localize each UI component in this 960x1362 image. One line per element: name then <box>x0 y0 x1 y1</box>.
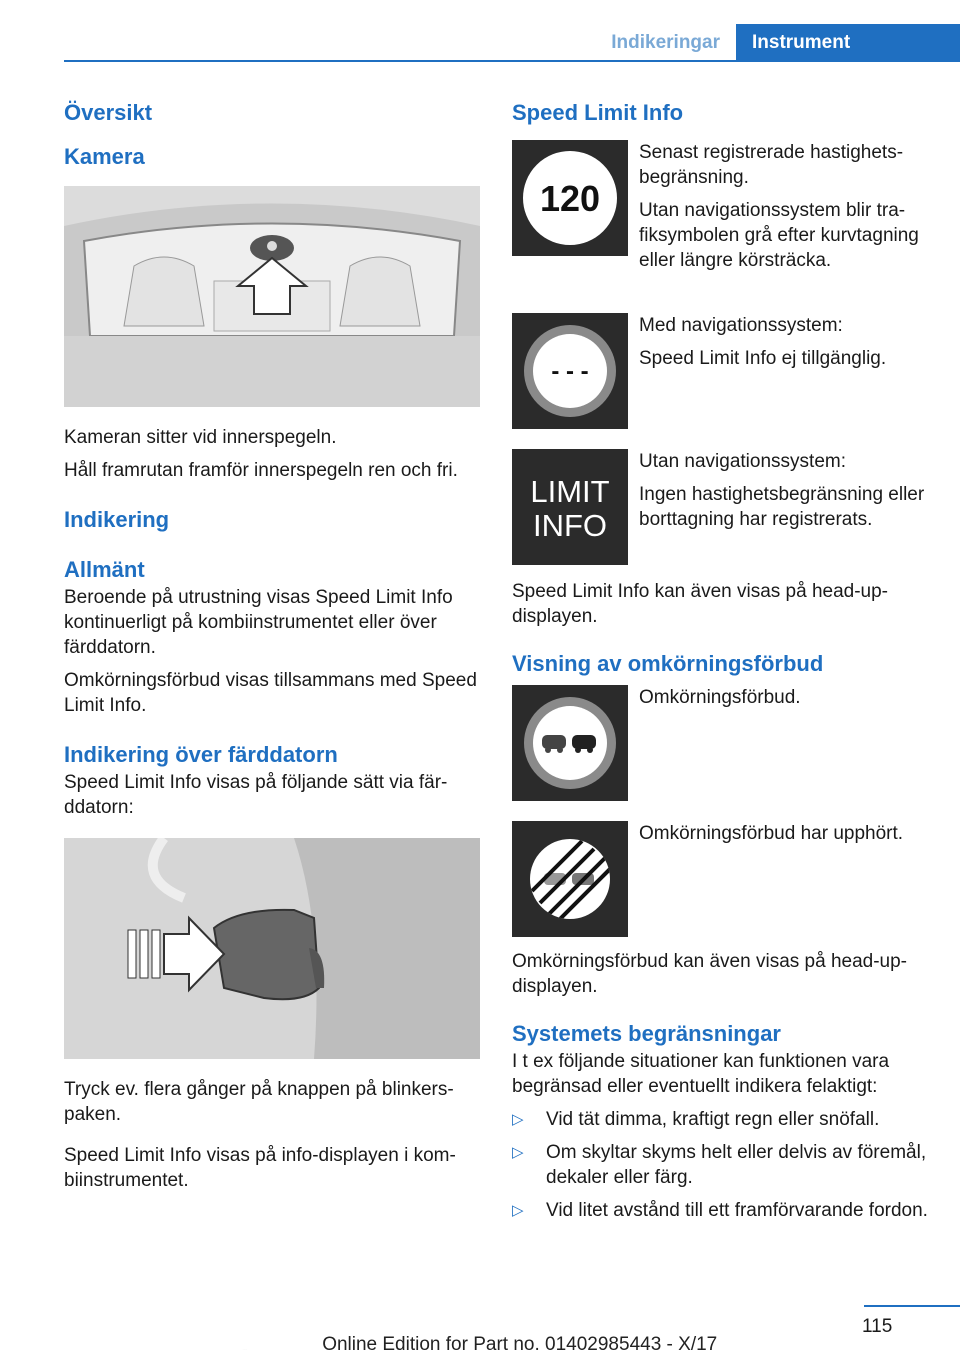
heading-speed-limit-info: Speed Limit Info <box>512 100 684 125</box>
sign-row-end-no-overtaking <box>512 821 928 937</box>
triangle-bullet-icon: ▷ <box>512 1144 524 1161</box>
visning-note: Omkörningsförbud kan även visas på head-up-displayen. <box>512 951 908 997</box>
triangle-bullet-icon: ▷ <box>512 1111 524 1128</box>
sli-note: Speed Limit Info kan även visas på head-up-displayen. <box>512 581 889 627</box>
header-tabs <box>595 24 960 62</box>
page-number: 115 <box>862 1316 893 1337</box>
kamera-text-1: Kameran sitter vid innerspegeln. <box>64 427 337 448</box>
list-item: ▷ Om skyltar skyms helt eller delvis av föremål, dekaler eller färg. <box>512 1142 927 1188</box>
footer-edition-text: Online Edition for Part no. 01402985443 - X/17 <box>322 1334 718 1355</box>
sign-unavailable-value: - - - <box>551 358 589 385</box>
fardator-text-2: Tryck ev. flera gånger på knappen på blinkerspaken. <box>64 1079 454 1125</box>
sign-row-120 <box>512 140 928 273</box>
heading-allmant: Allmänt <box>64 557 145 582</box>
limit-info-line2: INFO <box>532 508 608 543</box>
speed-limit-120-icon <box>512 140 628 256</box>
footer-rule <box>864 1305 960 1307</box>
header-section-label: Indikeringar <box>611 32 720 53</box>
camera-illustration <box>64 186 480 407</box>
sign-120-value: 120 <box>539 178 601 219</box>
limitations-list <box>512 1107 928 1223</box>
stalk-button-illustration <box>64 838 480 1059</box>
heading-begransningar: Systemets begränsningar <box>512 1021 781 1046</box>
sign2-text-1: Med navigationssystem: <box>639 315 843 336</box>
kamera-text-2: Håll framrutan framför innerspegeln ren och fri. <box>64 460 458 481</box>
allmant-text-1: Beroende på utrustning visas Speed Limit Info kontinuerligt på kombiinstrumentet eller över färddatorn. <box>64 587 453 658</box>
header-chapter-tab: Instrument <box>736 24 960 62</box>
triangle-bullet-icon: ▷ <box>512 1202 524 1219</box>
heading-fardator: Indikering över färddatorn <box>64 742 338 767</box>
sign3-text-2: Ingen hastighetsbegränsning eller borttagning har registrerats. <box>639 484 925 530</box>
speed-limit-unavailable-icon <box>512 313 628 429</box>
sign-row-no-overtaking <box>512 685 928 801</box>
sign-row-unavailable <box>512 313 928 429</box>
heading-visning: Visning av omkörningsförbud <box>512 651 824 676</box>
no-overtaking-icon <box>512 685 628 801</box>
sign-row-limit-info <box>512 449 928 565</box>
heading-oversikt: Översikt <box>64 100 153 125</box>
fardator-text-3: Speed Limit Info visas på info-displayen i kombiinstrumentet. <box>64 1145 456 1191</box>
sign1-text-2: Utan navigationssystem blir trafiksymbolen grå efter kurvtagning eller längre körsträcka. <box>639 200 919 271</box>
allmant-text-2: Omkörningsförbud visas tillsammans med Speed Limit Info. <box>64 670 477 716</box>
right-column <box>512 98 928 1231</box>
sign3-text-1: Utan navigationssystem: <box>639 451 846 472</box>
limit-info-icon <box>512 449 628 565</box>
sign1-text-1: Senast registrerade hastighetsbegränsning. <box>639 142 904 188</box>
end-no-overtaking-icon <box>512 821 628 937</box>
heading-indikering: Indikering <box>64 507 170 532</box>
begransningar-intro: I t ex följande situationer kan funktionen vara begränsad eller eventuellt indikera felaktigt: <box>512 1051 890 1097</box>
sign4-text-1: Omkörningsförbud. <box>639 687 801 708</box>
limit-info-line1: LIMIT <box>530 474 610 509</box>
header-rule <box>64 60 960 62</box>
footer-edition <box>0 1334 960 1356</box>
left-column <box>64 98 480 1193</box>
list-item: ▷ Vid tät dimma, kraftigt regn eller snöfall. <box>512 1109 880 1130</box>
list-item: ▷ Vid litet avstånd till ett framförvarande fordon. <box>512 1200 928 1221</box>
fardator-text-1: Speed Limit Info visas på följande sätt via färddatorn: <box>64 772 448 818</box>
heading-kamera: Kamera <box>64 144 145 169</box>
sign5-text-1: Omkörningsförbud har upphört. <box>639 823 904 844</box>
footer-watermark: Seite 115 <box>242 1350 247 1351</box>
sign2-text-2: Speed Limit Info ej tillgänglig. <box>639 348 887 369</box>
